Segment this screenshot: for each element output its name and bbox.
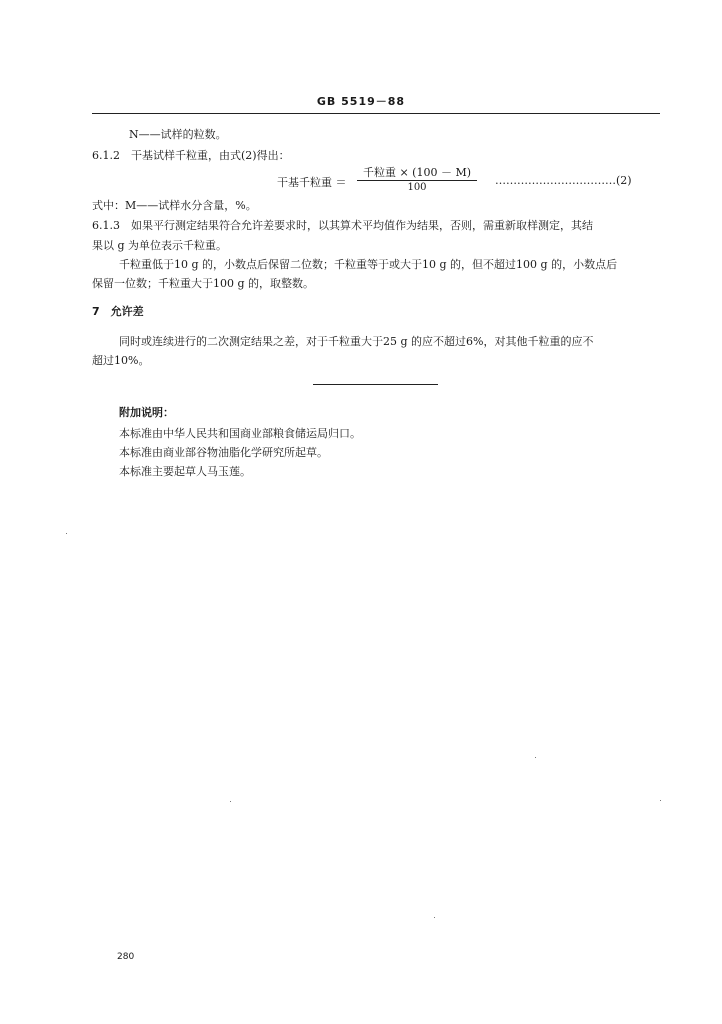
section-7-title: 7 允许差 [92, 305, 144, 318]
page-number: 280 [117, 952, 135, 962]
header-rule [92, 113, 660, 114]
formula-numerator: 千粒重 × (100 － M) [362, 166, 472, 179]
scan-speck [66, 533, 67, 534]
scan-speck [434, 917, 435, 918]
fraction-bar [357, 180, 477, 181]
equation-number: ……………………………(2) [495, 174, 632, 187]
section-7-line2: 超过10%。 [92, 354, 150, 367]
variable-m-definition: 式中：M——试样水分含量，%。 [92, 199, 257, 212]
notes-title: 附加说明： [119, 406, 174, 419]
formula-lhs: 干基千粒重 ＝ [277, 176, 347, 189]
formula-fraction [357, 166, 477, 194]
rounding-rule-line1: 千粒重低于10 g 的，小数点后保留二位数；千粒重等于或大于10 g 的，但不超过100 g 的，小数点后 [119, 258, 618, 271]
standard-number-header: GB 5519－88 [316, 95, 406, 108]
rounding-rule-line2: 保留一位数；千粒重大于100 g 的，取整数。 [92, 277, 315, 290]
note-item: 本标准主要起草人马玉莲。 [119, 465, 251, 478]
clause-6-1-3-line1: 6.1.3 如果平行测定结果符合允许差要求时，以其算术平均值作为结果，否则，需重新取样测定，其结 [92, 219, 593, 232]
note-item: 本标准由中华人民共和国商业部粮食储运局归口。 [119, 427, 361, 440]
scan-speck [230, 801, 231, 802]
clause-6-1-2: 6.1.2 干基试样千粒重，由式(2)得出： [92, 149, 290, 162]
section-7-line1: 同时或连续进行的二次测定结果之差，对于千粒重大于25 g 的应不超过6%，对其他千粒重的应不 [119, 335, 594, 348]
clause-6-1-3-line2: 果以 g 为单位表示千粒重。 [92, 239, 228, 252]
scan-speck [535, 757, 536, 758]
variable-n-definition: N——试样的粒数。 [129, 128, 227, 141]
end-rule [313, 384, 438, 385]
note-item: 本标准由商业部谷物油脂化学研究所起草。 [119, 446, 328, 459]
scan-speck [660, 800, 661, 801]
formula-denominator: 100 [407, 182, 427, 193]
